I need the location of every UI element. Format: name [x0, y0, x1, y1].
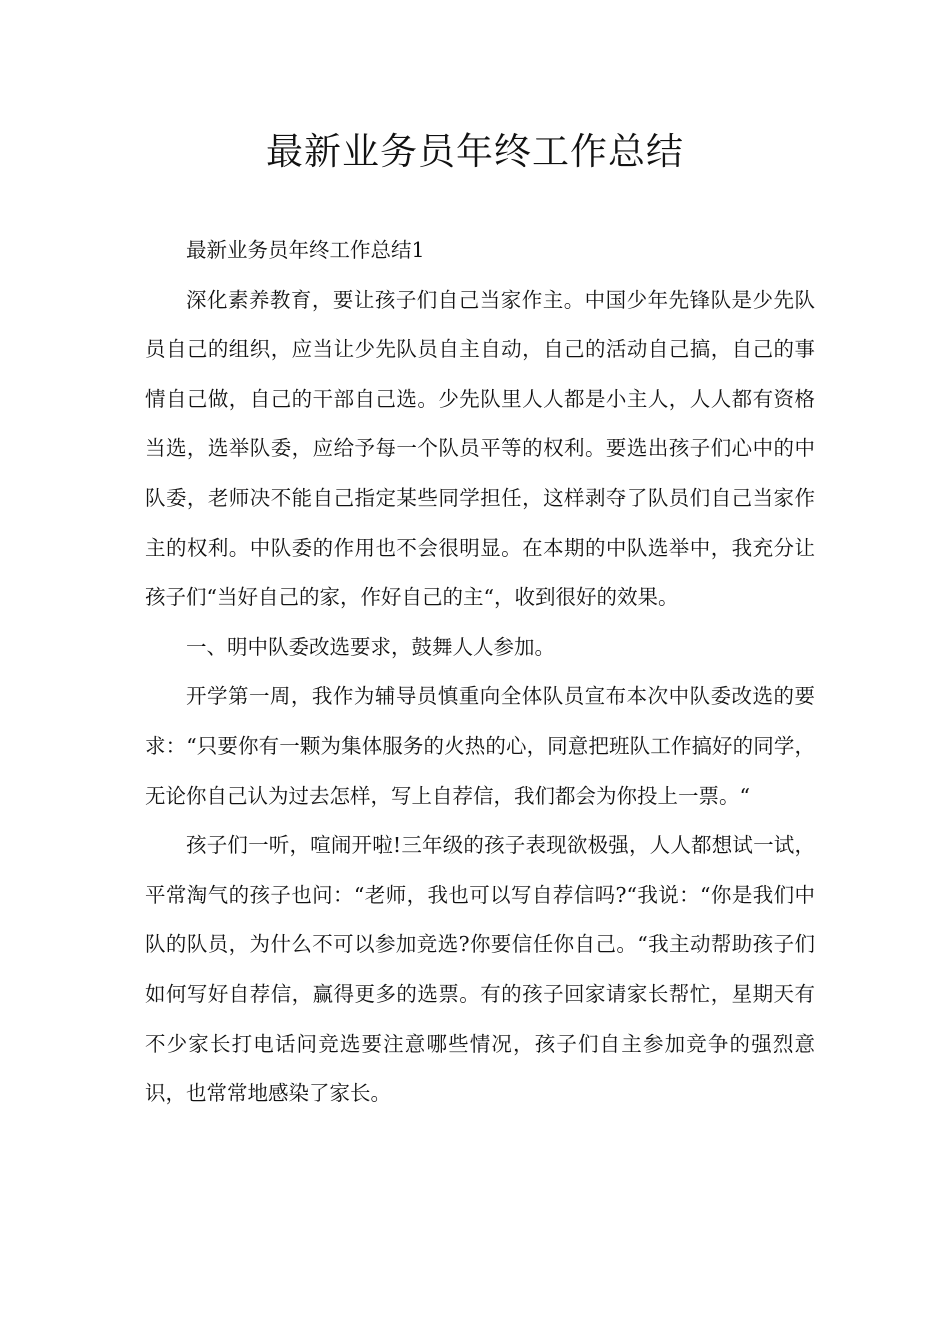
- document-body: [145, 226, 815, 1119]
- paragraph: 深化素养教育，要让孩子们自己当家作主。中国少年先锋队是少先队员自己的组织，应当让少先队员自主自动，自己的活动自己搞，自己的事情自己做，自己的干部自己选。少先队里人人都是小主人，人人都有资格当选，选举队委，应给予每一个队员平等的权利。要选出孩子们心中的中队委，老师决不能自己指定某些同学担任，这样剥夺了队员们自己当家作主的权利。中队委的作用也不会很明显。在本期的中队选举中，我充分让孩子们“当好自己的家，作好自己的主“，收到很好的效果。: [145, 287, 815, 610]
- paragraph: 开学第一周，我作为辅导员慎重向全体队员宣布本次中队委改选的要求：“只要你有一颗为集体服务的火热的心，同意把班队工作搞好的同学，无论你自己认为过去怎样，写上自荐信，我们都会为你投上一票。“: [145, 684, 815, 808]
- section-heading: 最新业务员年终工作总结1: [186, 238, 425, 262]
- paragraph: 一、明中队委改选要求，鼓舞人人参加。: [186, 634, 555, 659]
- paragraph: 孩子们一听，喧闹开啦!三年级的孩子表现欲极强，人人都想试一试，平常淘气的孩子也问：“老师，我也可以写自荐信吗?“我说：“你是我们中队的队员，为什么不可以参加竞选?你要信任你自己。“我主动帮助孩子们如何写好自荐信，赢得更多的选票。有的孩子回家请家长帮忙，星期天有不少家长打电话问竞选要注意哪些情况，孩子们自主参加竞争的强烈意识，也常常地感染了家长。: [145, 833, 815, 1106]
- document-title: 最新业务员年终工作总结: [266, 130, 684, 173]
